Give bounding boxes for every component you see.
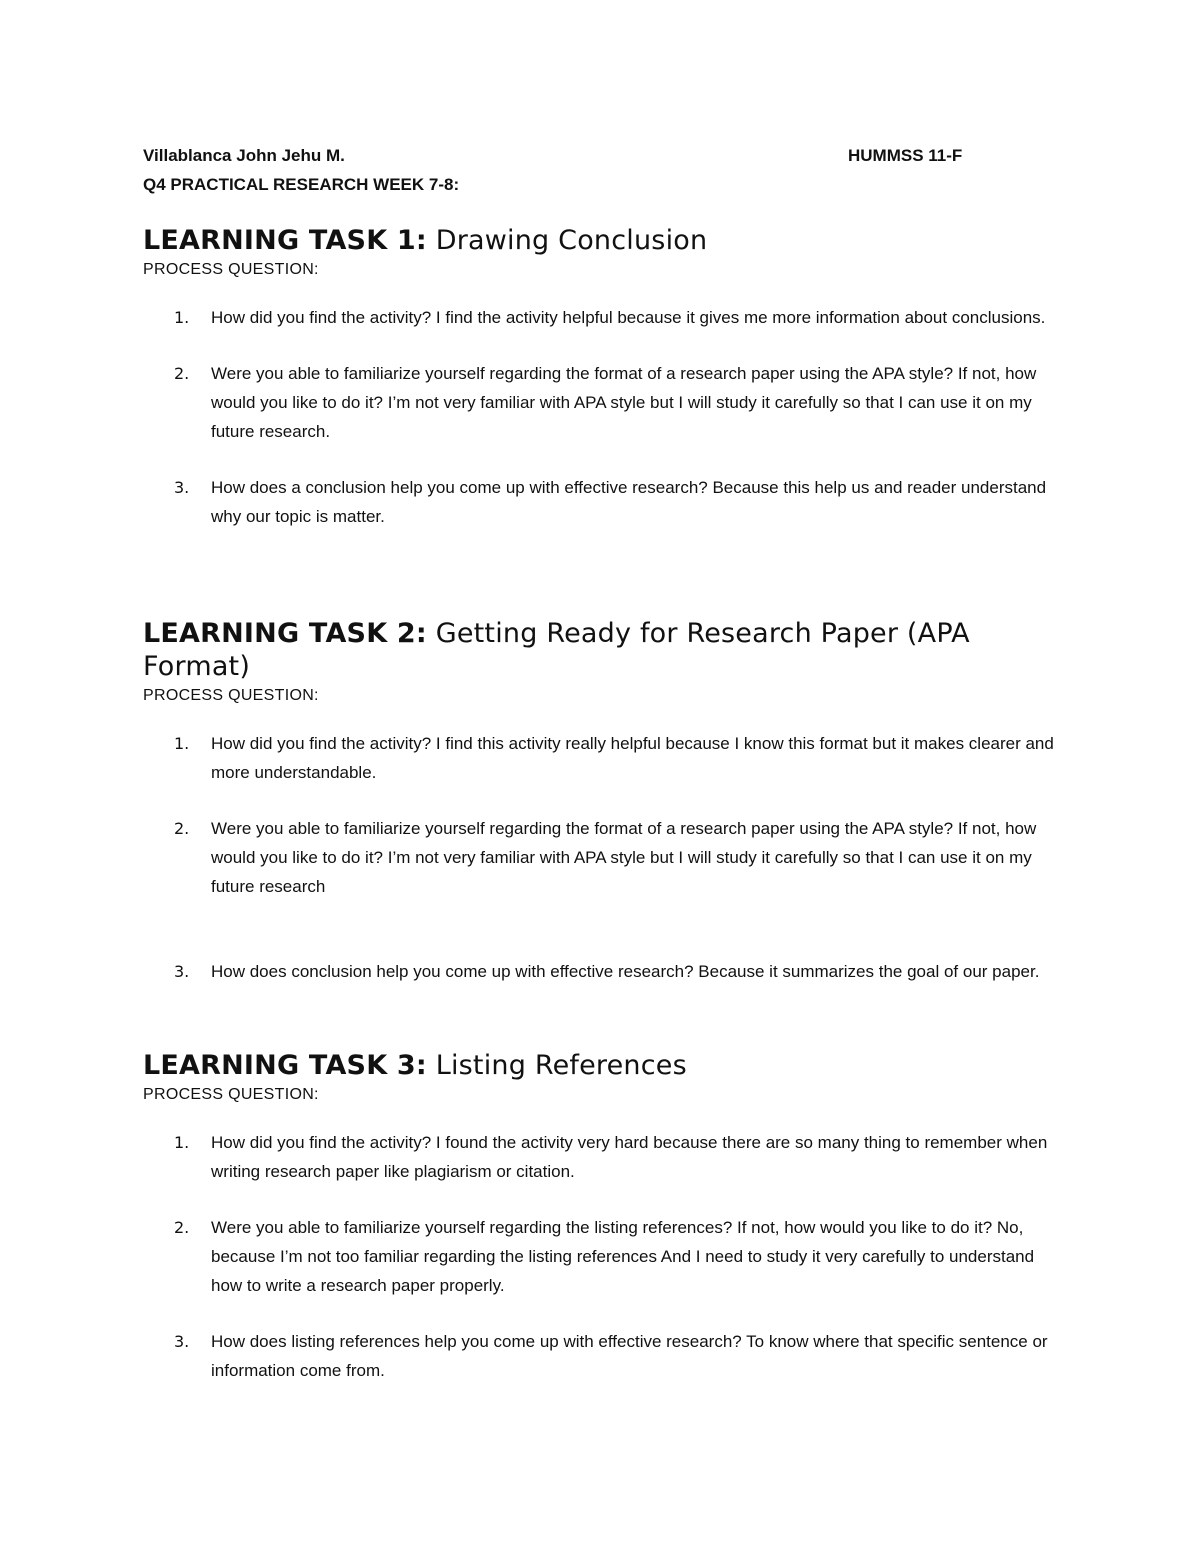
- learning-task-1: [143, 224, 1063, 531]
- task-name: Drawing Conclusion: [435, 225, 708, 256]
- question-text: Were you able to familiarize yourself regarding the format of a research paper using the APA style? If not, how would you like to do it? I’m not very familiar with APA style but I will study it carefully so that I can use it on my future research.: [211, 364, 1037, 441]
- process-question-label: PROCESS QUESTION:: [143, 687, 319, 704]
- list-number: 2.: [174, 364, 190, 383]
- subject-heading: Q4 PRACTICAL RESEARCH WEEK 7-8:: [143, 175, 460, 194]
- task-name: Getting Ready for Research Paper (APA Format): [143, 618, 970, 682]
- list-number: 1.: [174, 1133, 190, 1152]
- list-item: [143, 814, 1063, 901]
- list-item: [143, 473, 1063, 531]
- question-list: [143, 1128, 1063, 1385]
- question-list: [143, 729, 1063, 986]
- question-list: [143, 303, 1063, 531]
- task-title: [143, 224, 1063, 257]
- task-label: LEARNING TASK 3:: [143, 1050, 427, 1081]
- list-number: 3.: [174, 1332, 190, 1351]
- student-section: HUMMSS 11-F: [848, 146, 963, 165]
- list-item: [143, 359, 1063, 446]
- question-text: Were you able to familiarize yourself regarding the format of a research paper using the APA style? If not, how would you like to do it? I’m not very familiar with APA style but I will study it carefully so that I can use it on my future research: [211, 819, 1037, 896]
- task-name: Listing References: [435, 1050, 687, 1081]
- list-item: [143, 303, 1063, 332]
- student-name: Villablanca John Jehu M.: [143, 146, 345, 165]
- question-text: How does listing references help you come up with effective research? To know where that specific sentence or information come from.: [211, 1332, 1048, 1380]
- question-text: How does a conclusion help you come up with effective research? Because this help us and reader understand why our topic is matter.: [211, 478, 1047, 526]
- list-number: 1.: [174, 308, 190, 327]
- learning-task-3: [143, 1049, 1063, 1385]
- list-item: [143, 1327, 1063, 1385]
- list-number: 1.: [174, 734, 190, 753]
- question-text: How did you find the activity? I find the activity helpful because it gives me more information about conclusions.: [211, 308, 1046, 327]
- question-text: How did you find the activity? I find this activity really helpful because I know this format but it makes clearer and more understandable.: [211, 734, 1054, 782]
- list-number: 2.: [174, 1218, 190, 1237]
- learning-task-2: [143, 617, 1063, 986]
- task-label: LEARNING TASK 2:: [143, 618, 427, 649]
- task-label: LEARNING TASK 1:: [143, 225, 427, 256]
- task-title: [143, 1049, 1063, 1082]
- question-text: How does conclusion help you come up with effective research? Because it summarizes the goal of our paper.: [211, 962, 1040, 981]
- task-title: [143, 617, 1003, 683]
- process-question-label: PROCESS QUESTION:: [143, 1086, 319, 1103]
- question-text: Were you able to familiarize yourself regarding the listing references? If not, how would you like to do it? No, because I’m not too familiar regarding the listing references And I need to study it very carefully to understand how to write a research paper properly.: [211, 1218, 1035, 1295]
- list-number: 2.: [174, 819, 190, 838]
- list-item: [143, 1128, 1063, 1186]
- list-item: [143, 729, 1063, 787]
- question-text: How did you find the activity? I found the activity very hard because there are so many thing to remember when writing research paper like plagiarism or citation.: [211, 1133, 1048, 1181]
- list-item: [143, 957, 1063, 986]
- process-question-label: PROCESS QUESTION:: [143, 261, 319, 278]
- list-number: 3.: [174, 478, 190, 497]
- list-item: [143, 1213, 1063, 1300]
- list-number: 3.: [174, 962, 190, 981]
